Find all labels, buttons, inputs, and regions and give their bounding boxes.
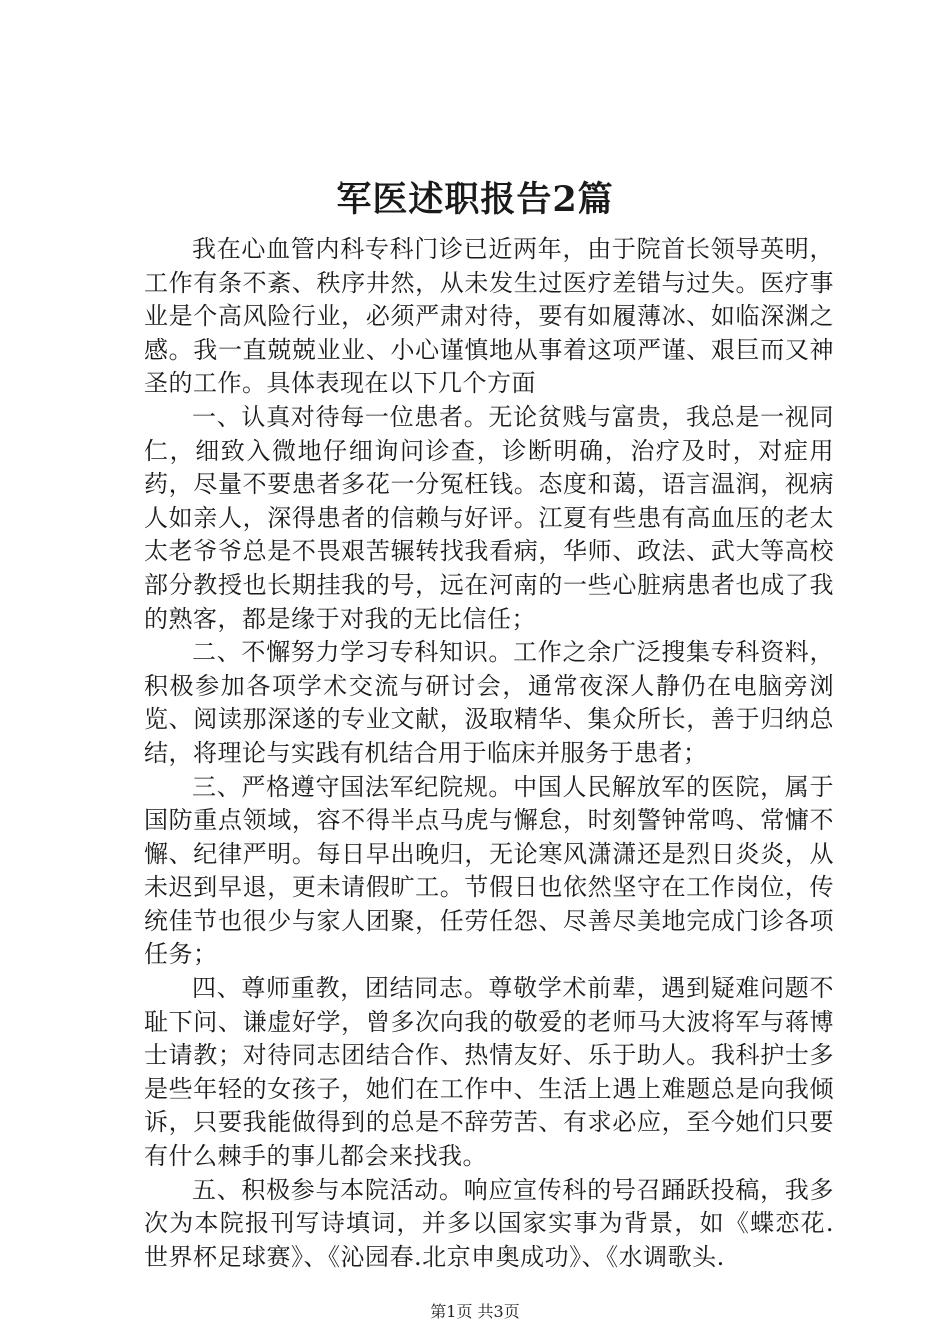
paragraph-intro: 我在心血管内科专科门诊已近两年，由于院首长领导英明，工作有条不紊、秩序井然，从未发生过医疗差错与过失。医疗事业是个高风险行业，必须严肃对待，要有如履薄冰、如临深渊之感。我一直兢兢业业、小心谨慎地从事着这项严谨、艰巨而又神圣的工作。具体表现在以下几个方面 xyxy=(144,235,834,398)
paragraph-point-2: 二、不懈努力学习专科知识。工作之余广泛搜集专科资料，积极参加各项学术交流与研讨会，通常夜深人静仍在电脑旁浏览、阅读那深遂的专业文献，汲取精华、集众所长，善于归纳总结，将理论与实践有机结合用于临床并服务于患者； xyxy=(144,638,834,767)
paragraph-point-3: 三、严格遵守国法军纪院规。中国人民解放军的医院，属于国防重点领域，容不得半点马虎与懈怠，时刻警钟常鸣、常慵不懈、纪律严明。每日早出晚归，无论寒风潇潇还是烈日炎炎，从未迟到早退，更未请假旷工。节假日也依然坚守在工作岗位，传统佳节也很少与家人团聚，任劳任怨、尽善尽美地完成门诊各项任务； xyxy=(144,772,834,969)
page-number-footer: 第1页 共3页 xyxy=(430,1302,520,1321)
document-title: 军医述职报告2篇 xyxy=(336,179,614,220)
paragraph-point-1: 一、认真对待每一位患者。无论贫贱与富贵，我总是一视同仁，细致入微地仔细询问诊查，诊断明确，治疗及时，对症用药，尽量不要患者多花一分冤枉钱。态度和蔼，语言温润，视病人如亲人，深得患者的信赖与好评。江夏有些患有高血压的老太太老爷爷总是不畏艰苦辗转找我看病，华师、政法、武大等高校部分教授也长期挂我的号，远在河南的一些心脏病患者也成了我的熟客，都是缘于对我的无比信任； xyxy=(144,402,834,633)
paragraph-point-5: 五、积极参与本院活动。响应宣传科的号召踊跃投稿，我多次为本院报刊写诗填词，并多以国家实事为背景，如《蝶恋花.世界杯足球赛》、《沁园春.北京申奥成功》、《水调歌头. xyxy=(144,1175,834,1271)
paragraph-point-4: 四、尊师重教，团结同志。尊敬学术前辈，遇到疑难问题不耻下问、谦虚好学，曾多次向我的敬爱的老师马大波将军与蒋博士请教；对待同志团结合作、热情友好、乐于助人。我科护士多是些年轻的女孩子，她们在工作中、生活上遇上难题总是向我倾诉，只要我能做得到的总是不辞劳苦、有求必应，至今她们只要有什么棘手的事儿都会来找我。 xyxy=(144,974,834,1171)
document-body xyxy=(144,233,834,1274)
